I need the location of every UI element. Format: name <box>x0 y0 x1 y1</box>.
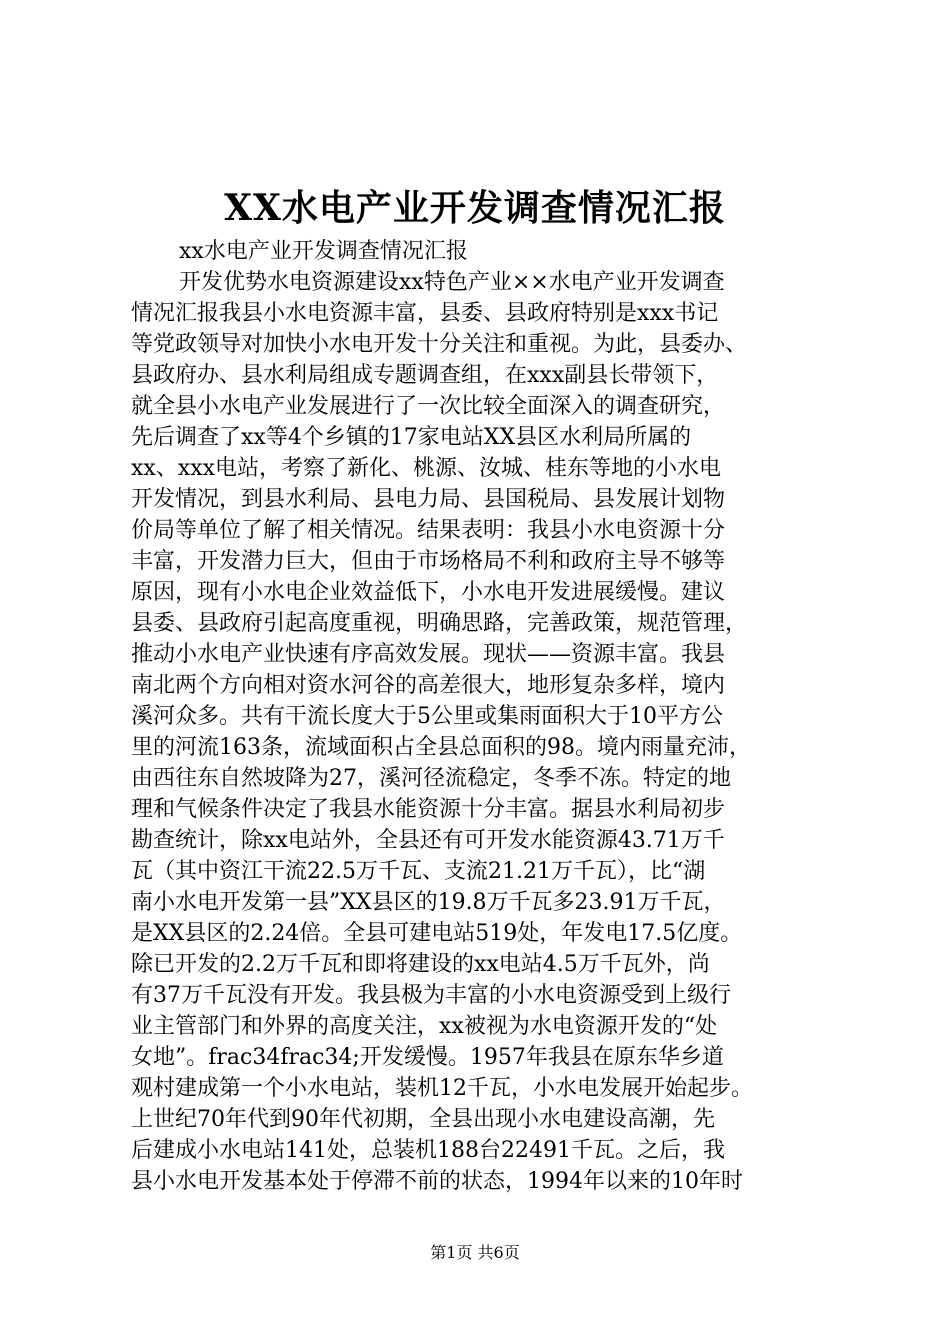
body-line: 除已开发的2.2万千瓦和即将建设的xx电站4.5万千瓦外，尚 <box>131 952 710 977</box>
body-line: 价局等单位了解了相关情况。结果表明：我县小水电资源十分 <box>131 518 726 543</box>
body-line: 先后调查了xx等4个乡镇的17家电站XX县区水利局所属的 <box>131 425 692 450</box>
body-line: 县政府办、县水利局组成专题调查组，在xxx副县长带领下， <box>131 363 719 388</box>
body-line: 上世纪70年代到90年代初期，全县出现小水电建设高潮，先 <box>131 1107 715 1132</box>
body-line: 瓦（其中资江干流22.5万千瓦、支流21.21万千瓦），比“湖 <box>131 859 706 884</box>
document-body <box>131 236 831 1197</box>
body-line: 县委、县政府引起高度重视，明确思路，完善政策，规范管理， <box>131 611 748 636</box>
body-line: 就全县小水电产业发展进行了一次比较全面深入的调查研究， <box>131 394 726 419</box>
body-line: 情况汇报我县小水电资源丰富，县委、县政府特别是xxx书记 <box>131 301 719 326</box>
body-line: 由西往东自然坡降为27，溪河径流稳定，冬季不冻。特定的地 <box>131 766 731 791</box>
body-line: 勘查统计，除xx电站外，全县还有可开发水能资源43.71万千 <box>131 828 725 853</box>
body-line: 南北两个方向相对资水河谷的高差很大，地形复杂多样，境内 <box>131 673 726 698</box>
body-line: 县小水电开发基本处于停滞不前的状态，1994年以来的10年时 <box>131 1169 743 1194</box>
body-line: 推动小水电产业快速有序高效发展。现状——资源丰富。我县 <box>131 642 726 667</box>
body-line: 理和气候条件决定了我县水能资源十分丰富。据县水利局初步 <box>131 797 726 822</box>
body-line: xx、xxx电站，考察了新化、桃源、汝城、桂东等地的小水电 <box>131 456 722 481</box>
body-line: 开发情况，到县水利局、县电力局、县国税局、县发展计划物 <box>131 487 726 512</box>
body-line: 南小水电开发第一县”XX县区的19.8万千瓦多23.91万千瓦， <box>131 890 726 915</box>
body-line: 原因，现有小水电企业效益低下，小水电开发进展缓慢。建议 <box>131 580 726 605</box>
body-line: 开发优势水电资源建设xx特色产业××水电产业开发调查 <box>179 270 725 295</box>
body-line: 有37万千瓦没有开发。我县极为丰富的小水电资源受到上级行 <box>131 983 731 1008</box>
body-line: 业主管部门和外界的高度关注，xx被视为水电资源开发的“处 <box>131 1014 718 1039</box>
body-line: 等党政领导对加快小水电开发十分关注和重视。为此，县委办、 <box>131 332 748 357</box>
body-line: 溪河众多。共有干流长度大于5公里或集雨面积大于10平方公 <box>131 704 723 729</box>
document-title: XX水电产业开发调查情况汇报 <box>224 187 726 229</box>
body-line: 是XX县区的2.24倍。全县可建电站519处，年发电17.5亿度。 <box>131 921 743 946</box>
body-line: 后建成小水电站141处，总装机188台22491千瓦。之后，我 <box>131 1138 725 1163</box>
body-line: xx水电产业开发调查情况汇报 <box>179 239 468 264</box>
body-line: 观村建成第一个小水电站，装机12千瓦，小水电发展开始起步。 <box>131 1076 753 1101</box>
body-line: 丰富，开发潜力巨大，但由于市场格局不利和政府主导不够等 <box>131 549 726 574</box>
body-line: 女地”。frac34frac34;开发缓慢。1957年我县在原东华乡道 <box>131 1045 724 1070</box>
page-number-footer: 第1页 共6页 <box>430 1243 520 1262</box>
body-line: 里的河流163条，流域面积占全县总面积的98。境内雨量充沛， <box>131 735 751 760</box>
